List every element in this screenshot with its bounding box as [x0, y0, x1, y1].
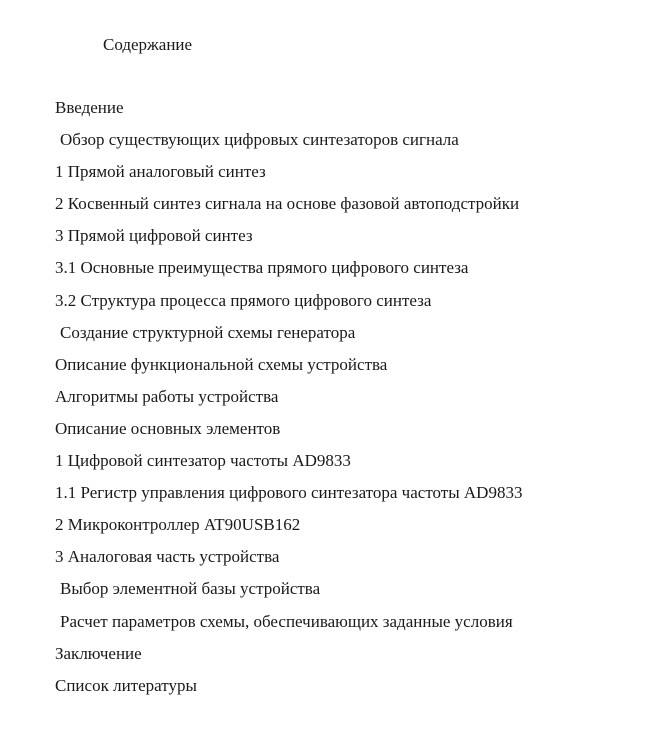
- toc-item-analog-synthesis: 1 Прямой аналоговый синтез: [55, 162, 266, 182]
- toc-item-direct-digital-synthesis: 3 Прямой цифровой синтез: [55, 226, 253, 246]
- document-title: Содержание: [103, 35, 193, 54]
- toc-item-indirect-synthesis: 2 Косвенный синтез сигнала на основе фазовой автоподстройки: [55, 194, 520, 214]
- toc-item-ad9833: 1 Цифровой синтезатор частоты AD9833: [55, 451, 351, 471]
- toc-item-introduction: Введение: [55, 98, 124, 117]
- toc-item-microcontroller: 2 Микроконтроллер AT90USB162: [55, 515, 301, 535]
- toc-item-algorithms: Алгоритмы работы устройства: [55, 386, 279, 406]
- table-of-contents: [55, 98, 522, 708]
- toc-item-structural-scheme: Создание структурной схемы генератора: [60, 322, 356, 342]
- toc-item-functional-scheme: Описание функциональной схемы устройства: [55, 354, 388, 374]
- toc-item-review: Обзор существующих цифровых синтезаторов сигнала: [60, 130, 459, 150]
- toc-item-dds-advantages: 3.1 Основные преимущества прямого цифрового синтеза: [55, 258, 469, 278]
- toc-item-references: Список литературы: [55, 675, 197, 695]
- toc-item-dds-structure: 3.2 Структура процесса прямого цифрового синтеза: [55, 290, 432, 310]
- toc-item-ad9833-register: 1.1 Регистр управления цифрового синтезатора частоты AD9833: [55, 483, 523, 503]
- toc-item-element-base: Выбор элементной базы устройства: [60, 579, 321, 599]
- toc-item-analog-part: 3 Аналоговая часть устройства: [55, 547, 280, 567]
- toc-item-conclusion: Заключение: [55, 643, 142, 663]
- toc-item-parameter-calculation: Расчет параметров схемы, обеспечивающих заданные условия: [60, 611, 513, 631]
- toc-item-main-elements: Описание основных элементов: [55, 418, 281, 438]
